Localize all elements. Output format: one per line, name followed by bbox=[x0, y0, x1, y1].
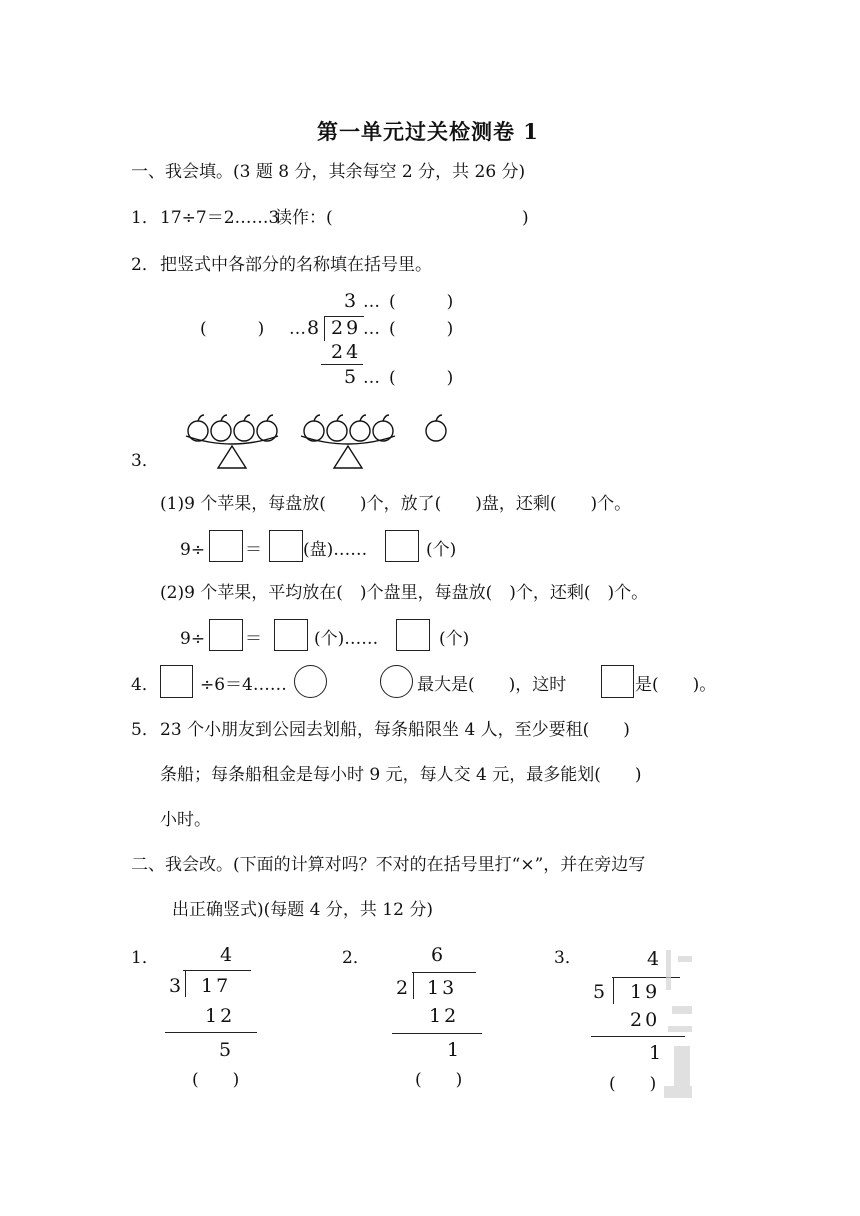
page-title: 第一单元过关检测卷 1 bbox=[317, 119, 539, 144]
q1-read-label: 读作：( bbox=[275, 208, 333, 228]
problem-quotient: 4 bbox=[647, 948, 663, 970]
q2-dots-quotient: … bbox=[363, 292, 380, 312]
q3-part2-equals: ＝ bbox=[245, 629, 262, 649]
q2-text: 把竖式中各部分的名称填在括号里。 bbox=[160, 255, 432, 275]
q5-number: 5． bbox=[131, 720, 159, 740]
q2-dots-divisor: … bbox=[289, 319, 306, 339]
problem-divisor: 3 bbox=[169, 975, 185, 997]
q3-part2-box-divisor[interactable] bbox=[209, 619, 243, 651]
q2-dots-remainder: … bbox=[363, 368, 380, 388]
problem-bottom-line bbox=[392, 1033, 482, 1034]
problem-remainder: 5 bbox=[219, 1039, 235, 1061]
q3-part1-unit1: (盘)…… bbox=[303, 540, 368, 560]
q5-line3: 小时。 bbox=[160, 810, 211, 830]
q3-part2-eq-start: 9÷ bbox=[180, 629, 206, 649]
q3-part2-box-remainder[interactable] bbox=[396, 619, 430, 651]
q2-blank-remainder: ( ) bbox=[389, 368, 454, 388]
q1-number: 1． bbox=[131, 208, 159, 228]
q3-part1-box-remainder[interactable] bbox=[385, 530, 419, 562]
problem-product: 12 bbox=[205, 1005, 236, 1027]
q3-part1-box-quotient[interactable] bbox=[269, 530, 303, 562]
q4-box-ref bbox=[601, 665, 634, 698]
problem-number: 2． bbox=[342, 948, 370, 968]
problem-bracket bbox=[413, 973, 414, 999]
q4-expression: ÷6＝4…… bbox=[200, 675, 287, 695]
plate-1 bbox=[186, 415, 278, 468]
q5-line2: 条船；每条船租金是每小时 9 元，每人交 4 元，最多能划( ) bbox=[160, 765, 642, 785]
problem-top-line bbox=[183, 970, 251, 971]
problem-answer-blank[interactable]: ( ) bbox=[192, 1070, 240, 1090]
problem-product: 12 bbox=[429, 1005, 460, 1027]
apple-plates-illustration bbox=[180, 408, 450, 472]
q4-circle-remainder[interactable] bbox=[294, 665, 327, 698]
q3-part1-eq-start: 9÷ bbox=[180, 540, 206, 560]
q4-circle-ref bbox=[380, 665, 413, 698]
q3-part1-equals: ＝ bbox=[245, 540, 262, 560]
watermark-decoration bbox=[660, 946, 694, 1106]
q2-bracket bbox=[324, 317, 325, 341]
problem-remainder: 1 bbox=[649, 1042, 665, 1064]
problem-number: 1． bbox=[131, 948, 159, 968]
apple-leftover bbox=[426, 415, 446, 441]
problem-answer-blank[interactable]: ( ) bbox=[609, 1074, 657, 1094]
q2-blank-quotient: ( ) bbox=[389, 292, 454, 312]
q3-part1-label: (1)9 个苹果，每盘放( )个，放了( )盘，还剩( )个。 bbox=[160, 494, 632, 514]
problem-quotient: 4 bbox=[220, 944, 236, 966]
problem-dividend: 17 bbox=[201, 975, 232, 997]
q2-dots-dividend: … bbox=[363, 319, 380, 339]
section2-heading-line2: 出正确竖式)(每题 4 分，共 12 分) bbox=[172, 900, 433, 920]
q2-quotient: 3 bbox=[344, 290, 360, 312]
q2-blank-dividend: ( ) bbox=[389, 319, 454, 339]
problem-bracket bbox=[185, 971, 186, 997]
problem-product: 20 bbox=[630, 1009, 661, 1031]
q2-blank-divisor: ( ) bbox=[200, 319, 265, 339]
q2-bottom-line bbox=[321, 364, 363, 365]
q5-line1: 23 个小朋友到公园去划船，每条船限坐 4 人，至少要租( ) bbox=[160, 720, 630, 740]
problem-dividend: 19 bbox=[630, 981, 661, 1003]
problem-divisor: 5 bbox=[593, 981, 609, 1003]
q3-number: 3． bbox=[131, 451, 159, 471]
q3-part2-label: (2)9 个苹果，平均放在( )个盘里，每盘放( )个，还剩( )个。 bbox=[160, 583, 649, 603]
q4-box-dividend[interactable] bbox=[160, 665, 193, 698]
problem-divisor: 2 bbox=[396, 977, 412, 999]
section2-heading-line1: 二、我会改。(下面的计算对吗？不对的在括号里打“×”，并在旁边写 bbox=[131, 855, 646, 875]
q1-expression: 17÷7＝2……3 bbox=[160, 208, 280, 228]
q2-number: 2． bbox=[131, 255, 159, 275]
q1-close-paren: ) bbox=[522, 208, 529, 228]
q3-part2-unit1: (个)…… bbox=[314, 629, 379, 649]
problem-top-line bbox=[412, 972, 476, 973]
q3-part2-unit2: (个) bbox=[439, 629, 470, 649]
problem-quotient: 6 bbox=[431, 944, 447, 966]
problem-number: 3． bbox=[554, 948, 582, 968]
problem-bracket bbox=[613, 978, 614, 1004]
q3-part2-box-quotient[interactable] bbox=[274, 619, 308, 651]
plate-2 bbox=[301, 415, 395, 468]
q3-part1-unit2: (个) bbox=[426, 540, 457, 560]
problem-remainder: 1 bbox=[447, 1039, 463, 1061]
problem-bottom-line bbox=[165, 1032, 257, 1033]
q2-product: 24 bbox=[331, 341, 362, 363]
section1-heading: 一、我会填。(3 题 8 分，其余每空 2 分，共 26 分) bbox=[131, 162, 526, 182]
q4-text1: 最大是( )，这时 bbox=[417, 675, 567, 695]
q2-dividend: 29 bbox=[331, 317, 362, 339]
q2-divisor: 8 bbox=[307, 317, 323, 339]
problem-answer-blank[interactable]: ( ) bbox=[415, 1070, 463, 1090]
q3-part1-box-divisor[interactable] bbox=[209, 530, 243, 562]
q4-text2: 是( )。 bbox=[635, 675, 717, 695]
problem-dividend: 13 bbox=[427, 977, 458, 999]
q2-remainder: 5 bbox=[344, 366, 360, 388]
q4-number: 4． bbox=[131, 675, 159, 695]
